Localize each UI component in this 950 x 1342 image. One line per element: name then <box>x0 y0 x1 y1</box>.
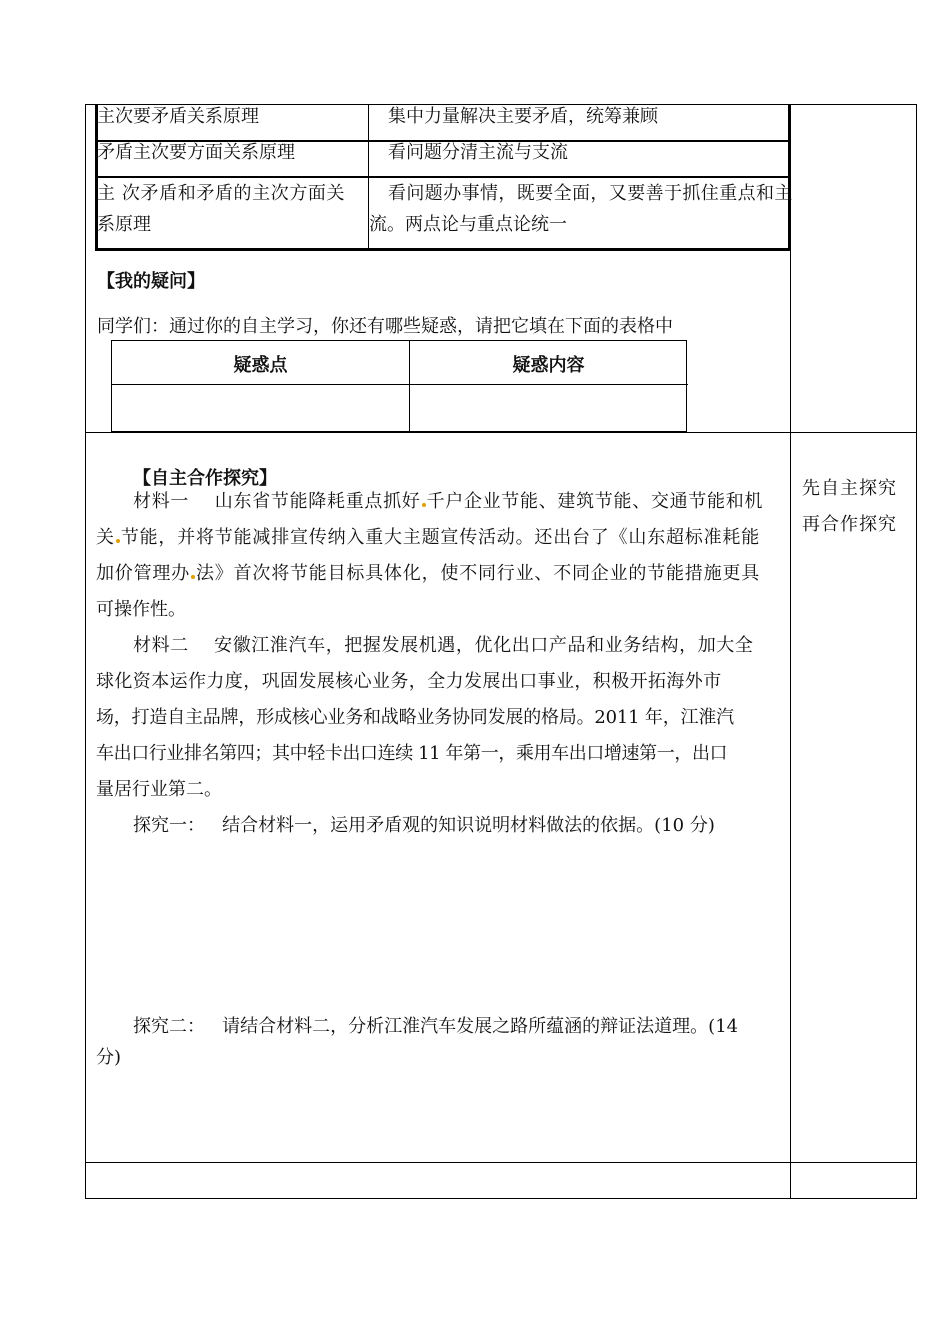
marker-dot <box>191 575 195 579</box>
material-2-label: 材料二 <box>133 635 189 656</box>
principle-name: 主 次矛盾和矛盾的主次方面关 <box>97 183 346 204</box>
inquiry-heading: 【自主合作探究】 <box>133 468 277 489</box>
pt-row-divider-2 <box>95 176 791 178</box>
material-1 <box>96 563 760 585</box>
question-2: 分) <box>96 1047 122 1068</box>
material-1-text: 节能，并将节能减排宣传纳入重大主题宣传活动。还出台了《山东超标准耗能 <box>120 527 761 548</box>
question-1-label: 探究一： <box>133 815 205 836</box>
material-2: 车出口行业排名第四；其中轻卡出口连续 11 年第一，乘用车出口增速第一，出口 <box>96 743 728 764</box>
column-divider <box>790 104 791 1199</box>
material-2: 量居行业第二。 <box>96 779 222 800</box>
outer-bottom-border <box>85 1198 917 1199</box>
doubt-point-cell[interactable] <box>112 385 409 432</box>
side-note: 再合作探究 <box>802 514 897 535</box>
material-2-text: 安徽江淮汽车，把握发展机遇，优化出口产品和业务结构，加大全 <box>214 635 754 656</box>
principle-name: 矛盾主次要方面关系原理 <box>97 142 295 163</box>
answer-area-1[interactable] <box>96 845 786 975</box>
outer-left-border <box>85 104 86 1199</box>
marker-dot <box>422 503 426 507</box>
material-1 <box>96 527 760 549</box>
material-1-text: 法》首次将节能目标具体化，使不同行业、不同企业的节能措施更具 <box>196 563 760 584</box>
material-1: 可操作性。 <box>96 599 186 620</box>
material-1 <box>133 491 763 513</box>
principle-meaning: 看问题办事情，既要全面，又要善于抓住重点和主 <box>388 183 793 204</box>
material-1-label: 材料一 <box>133 491 190 512</box>
outer-right-border <box>916 104 917 1199</box>
material-2 <box>133 635 754 657</box>
pt-bottom-border <box>95 248 791 251</box>
doubts-intro: 同学们：通过你的自主学习，你还有哪些疑惑，请把它填在下面的表格中 <box>97 316 673 337</box>
marker-dot <box>116 539 120 543</box>
doubt-content-header: 疑惑内容 <box>512 355 585 376</box>
doubt-content-cell[interactable] <box>410 385 687 432</box>
section-divider-2 <box>85 1162 917 1163</box>
section-divider-1 <box>85 432 917 433</box>
principle-name: 系原理 <box>97 214 151 235</box>
question-2 <box>133 1016 738 1038</box>
material-1-text: 千户企业节能、建筑节能、交通节能和机 <box>426 491 764 512</box>
principle-meaning-part: 流。两点论与重点论统一 <box>369 214 567 235</box>
doubts-table <box>111 340 687 432</box>
side-note: 先自主探究 <box>802 478 897 499</box>
material-2: 场，打造自主品牌，形成核心业务和战略业务协同发展的格局。2011 年，江淮汽 <box>96 707 734 728</box>
question-1 <box>133 815 715 837</box>
doubts-heading: 【我的疑问】 <box>97 271 205 292</box>
question-2-label: 探究二： <box>133 1016 205 1037</box>
principle-meaning: 集中力量解决主要矛盾，统筹兼顾 <box>388 106 658 127</box>
question-2-text: 请结合材料二，分析江淮汽车发展之路所蕴涵的辩证法道理。(14 <box>222 1016 739 1037</box>
material-2: 球化资本运作力度，巩固发展核心业务，全力发展出口事业，积极开拓海外市 <box>96 671 722 692</box>
principle-name: 主次要矛盾关系原理 <box>97 106 259 127</box>
answer-area-2[interactable] <box>96 1075 786 1155</box>
material-1-text: 关 <box>96 527 115 548</box>
question-1-text: 结合材料一，运用矛盾观的知识说明材料做法的依据。(10 分) <box>222 815 715 836</box>
material-1-text: 山东省节能降耗重点抓好 <box>214 491 421 512</box>
principle-meaning: 看问题分清主流与支流 <box>388 142 568 163</box>
principle-meaning <box>369 214 567 236</box>
material-1-text: 加价管理办 <box>96 563 190 584</box>
doubt-point-header: 疑惑点 <box>233 355 288 376</box>
